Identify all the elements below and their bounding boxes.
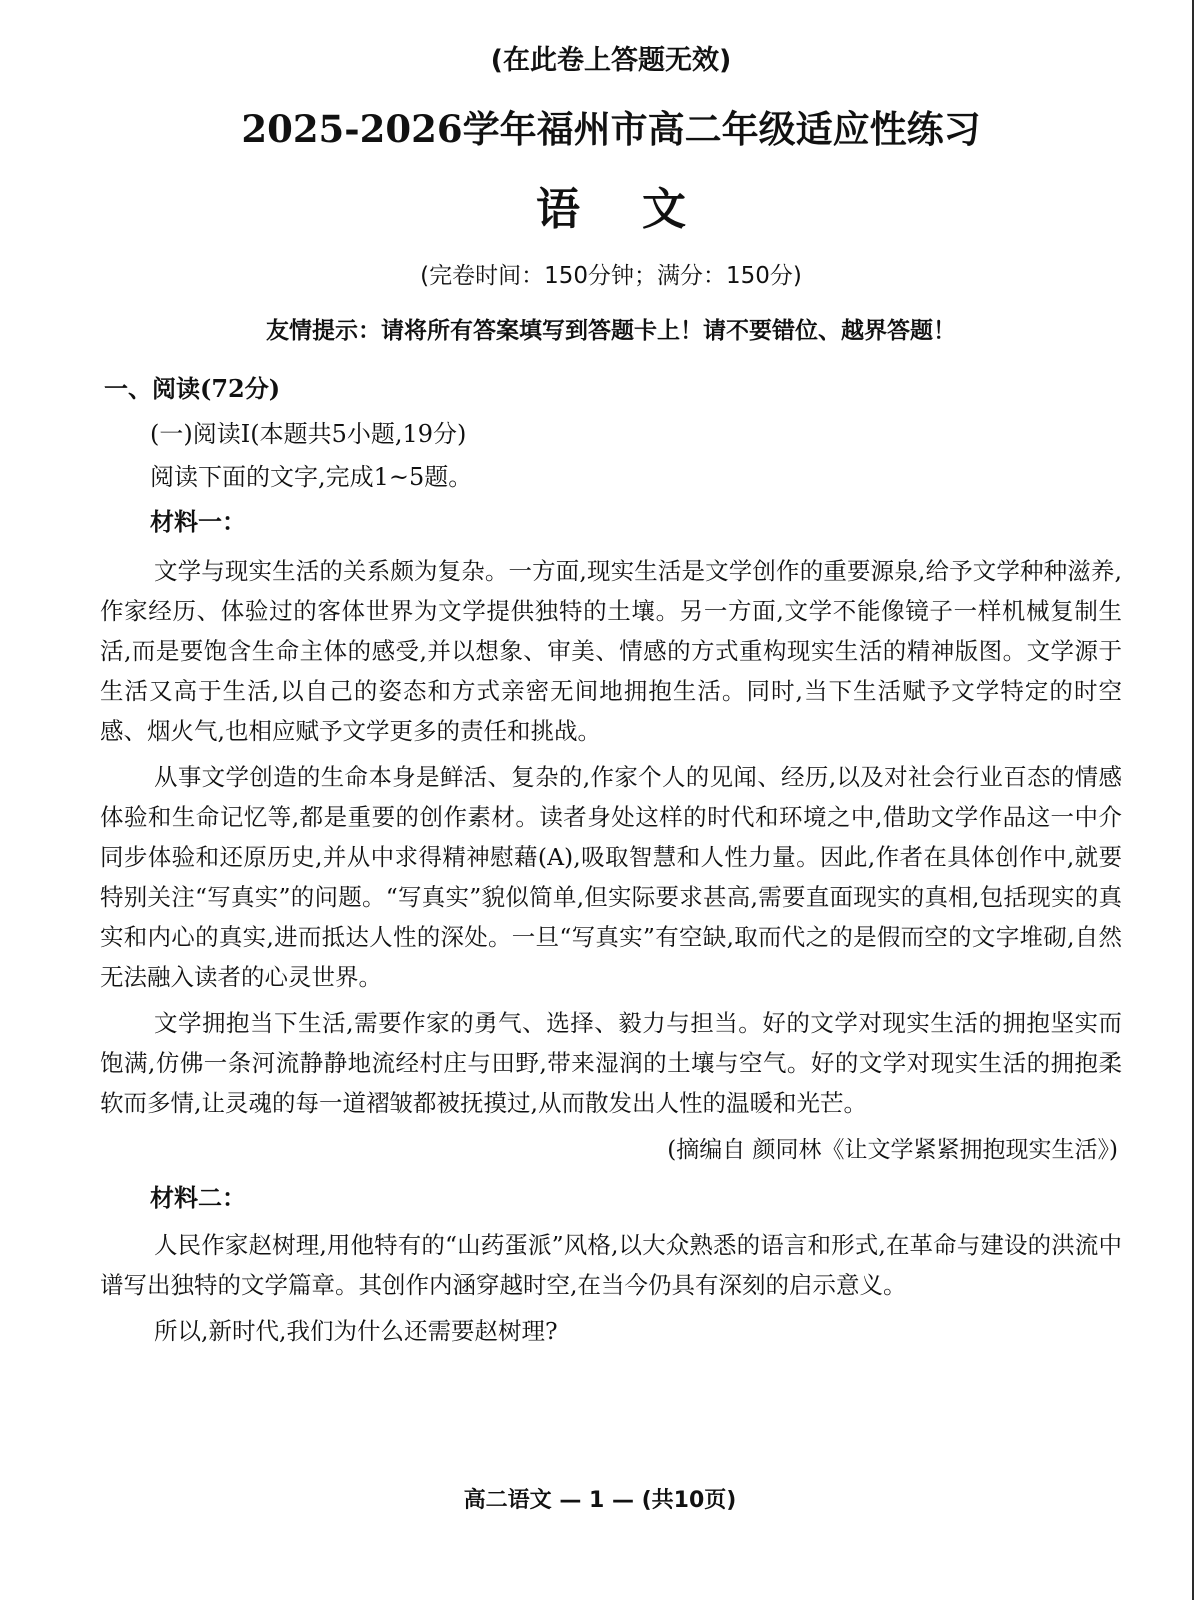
reading-instruction: 阅读下面的文字,完成1~5题。 [150,463,473,491]
exam-title: 2025-2026学年福州市高二年级适应性练习 [241,107,981,151]
material-one-paragraph-1: 文学与现实生活的关系颇为复杂。一方面,现实生活是文学创作的重要源泉,给予文学种种滋养,作家经历、体验过的客体世界为文学提供独特的土壤。另一方面,文学不能像镜子一样机械复制生活,而是要饱含生命主体的感受,并以想象、审美、情感的方式重构现实生活的精神版图。文学源于生活又高于生活,以自己的姿态和方式亲密无间地拥抱生活。同时,当下生活赋予文学特定的时空感、烟火气,也相应赋予文学更多的责任和挑战。 [100,557,1122,745]
material-two-title: 材料二： [150,1183,246,1212]
subject-title: 语文 [536,184,748,235]
subsection-heading: (一)阅读I(本题共5小题,19分) [150,420,467,448]
material-one-paragraph-3: 文学拥抱当下生活,需要作家的勇气、选择、毅力与担当。好的文学对现实生活的拥抱坚实而饱满,仿佛一条河流静静地流经村庄与田野,带来湿润的土壤与空气。好的文学对现实生活的拥抱柔软而多情,让灵魂的每一道褶皱都被抚摸过,从而散发出人性的温暖和光芒。 [100,1009,1122,1117]
material-one-paragraph-2: 从事文学创造的生命本身是鲜活、复杂的,作家个人的见闻、经历,以及对社会行业百态的情感体验和生命记忆等,都是重要的创作素材。读者身处这样的时代和环境之中,借助文学作品这一中介同步体验和还原历史,并从中求得精神慰藉(A),吸取智慧和人性力量。因此,作者在具体创作中,就要特别关注“写真实”的问题。“写真实”貌似简单,但实际要求甚高,需要直面现实的真相,包括现实的真实和内心的真实,进而抵达人性的深处。一旦“写真实”有空缺,取而代之的是假而空的文字堆砌,自然无法融入读者的心灵世界。 [100,763,1122,991]
page-footer: 高二语文 — 1 — (共10页) [463,1488,737,1513]
invalid-answer-notice: (在此卷上答题无效) [490,45,732,76]
friendly-tip: 友情提示：请将所有答案填写到答题卡上！请不要错位、越界答题！ [266,318,956,344]
material-two-paragraph-2: 所以,新时代,我们为什么还需要赵树理? [154,1317,558,1345]
scan-edge-line [1192,0,1194,1600]
material-two-paragraph-1: 人民作家赵树理,用他特有的“山药蛋派”风格,以大众熟悉的语言和形式,在革命与建设的洪流中谱写出独特的文学篇章。其创作内涵穿越时空,在当今仍具有深刻的启示意义。 [100,1231,1122,1299]
material-one-source: (摘编自 颜同林《让文学紧紧拥抱现实生活》) [667,1137,1118,1163]
material-one-title: 材料一： [150,507,246,536]
section-heading: 一、阅读(72分) [104,374,281,403]
time-and-score-info: (完卷时间：150分钟；满分：150分) [420,263,802,289]
